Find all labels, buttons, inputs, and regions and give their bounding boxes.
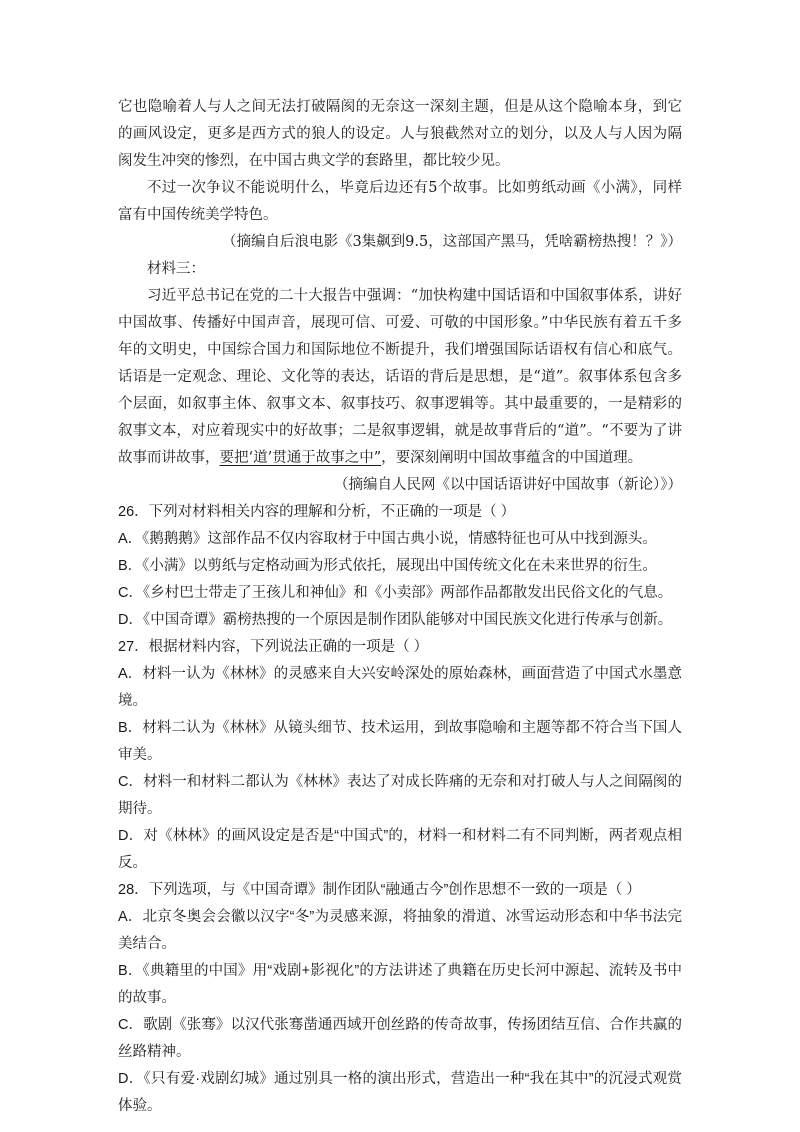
- option-a: A．材料一认为《林林》的灵感来自大兴安岭深处的原始森林，画面营造了中国式水墨意境。: [118, 666, 682, 709]
- passage-paragraph-3: [118, 283, 682, 472]
- paragraph-3-text-b: ，要深刻阐明中国故事蕴含的中国道理。: [381, 450, 643, 466]
- source-note-material-3: （摘编自人民网《以中国话语讲好中国故事（新论）》）: [334, 477, 682, 493]
- question-28: [118, 877, 682, 1120]
- option-c: C．《乡村巴士带走了王孩儿和神仙》和《小卖部》两部作品都散发出民俗文化的气息。: [118, 585, 673, 601]
- question-26: [118, 499, 682, 634]
- option-a: A．北京冬奥会会徽以汉字“冬”为灵感来源，将抽象的滑道、冰雪运动形态和中华书法完美结合。: [118, 909, 682, 952]
- passage-paragraph-2: 不过一次争议不能说明什么，毕竟后边还有5个故事。比如剪纸动画《小满》，同样富有中国传统美学特色。: [118, 180, 682, 223]
- option-d: D．对《林林》的画风设定是否是“中国式”的，材料一和材料二有不同判断，两者观点相反。: [118, 828, 682, 871]
- question-27: [118, 634, 682, 877]
- passage-paragraph-1: 它也隐喻着人与人之间无法打破隔阂的无奈这一深刻主题，但是从这个隐喻本身，到它的画风设定，更多是西方式的狼人的设定。人与狼截然对立的划分，以及人与人因为隔阂发生冲突的惨烈，在中国古典文学的套路里，都比较少见。: [118, 99, 682, 169]
- question-stem: 26．下列对材料相关内容的理解和分析，不正确的一项是（ ）: [118, 504, 516, 520]
- question-stem: 27．根据材料内容，下列说法正确的一项是（ ）: [118, 639, 429, 655]
- option-b: B．《小满》以剪纸与定格动画为形式依托，展现出中国传统文化在未来世界的衍生。: [118, 558, 657, 574]
- option-b: B．《典籍里的中国》用“戏剧+影视化”的方法讲述了典籍在历史长河中源起、流转及书中的故事。: [118, 963, 682, 1006]
- material-3-heading: 材料三：: [147, 261, 205, 277]
- option-a: A．《鹅鹅鹅》这部作品不仅内容取材于中国古典小说，情感特征也可从中找到源头。: [118, 531, 657, 547]
- option-c: C．材料一和材料二都认为《林林》表达了对成长阵痛的无奈和对打破人与人之间隔阂的期待。: [118, 774, 682, 817]
- reading-passage: [118, 94, 682, 499]
- option-d: D．《只有爱·戏剧幻城》通过别具一格的演出形式，营造出一种“我在其中”的沉浸式观赏体验。: [118, 1071, 682, 1114]
- underlined-quote: 要把‘道’贯通于故事之中”: [219, 450, 382, 466]
- option-d: D．《中国奇谭》霸榜热搜的一个原因是制作团队能够对中国民族文化进行传承与创新。: [118, 612, 673, 628]
- paragraph-3-text-a: 习近平总书记在党的二十大报告中强调：“加快构建中国话语和中国叙事体系，讲好中国故事、传播好中国声音，展现可信、可爱、可敬的中国形象。”中华民族有着五千多年的文明史，中国综合国力和国际地位不断提升，我们增强国际话语权有信心和底气。话语是一定观念、理论、文化等的表达，话语的背后是思想，是“道”。叙事体系包含多个层面，如叙事主体、叙事文本、叙事技巧、叙事逻辑等。其中最重要的，一是精彩的叙事文本，对应着现实中的好故事；二是叙事逻辑，就是故事背后的“道”。“不要为了讲故事而讲故事，: [118, 288, 682, 466]
- option-b: B．材料二认为《林林》从镜头细节、技术运用，到故事隐喻和主题等都不符合当下国人审美。: [118, 720, 682, 763]
- option-c: C．歌剧《张骞》以汉代张骞凿通西域开创丝路的传奇故事，传扬团结互信、合作共赢的丝路精神。: [118, 1017, 682, 1060]
- question-stem: 28．下列选项，与《中国奇谭》制作团队“融通古今”创作思想不一致的一项是（ ）: [118, 882, 641, 898]
- source-note-material-2: （摘编自后浪电影《3集飙到9.5，这部国产黑马，凭啥霸榜热搜！？》）: [221, 234, 682, 250]
